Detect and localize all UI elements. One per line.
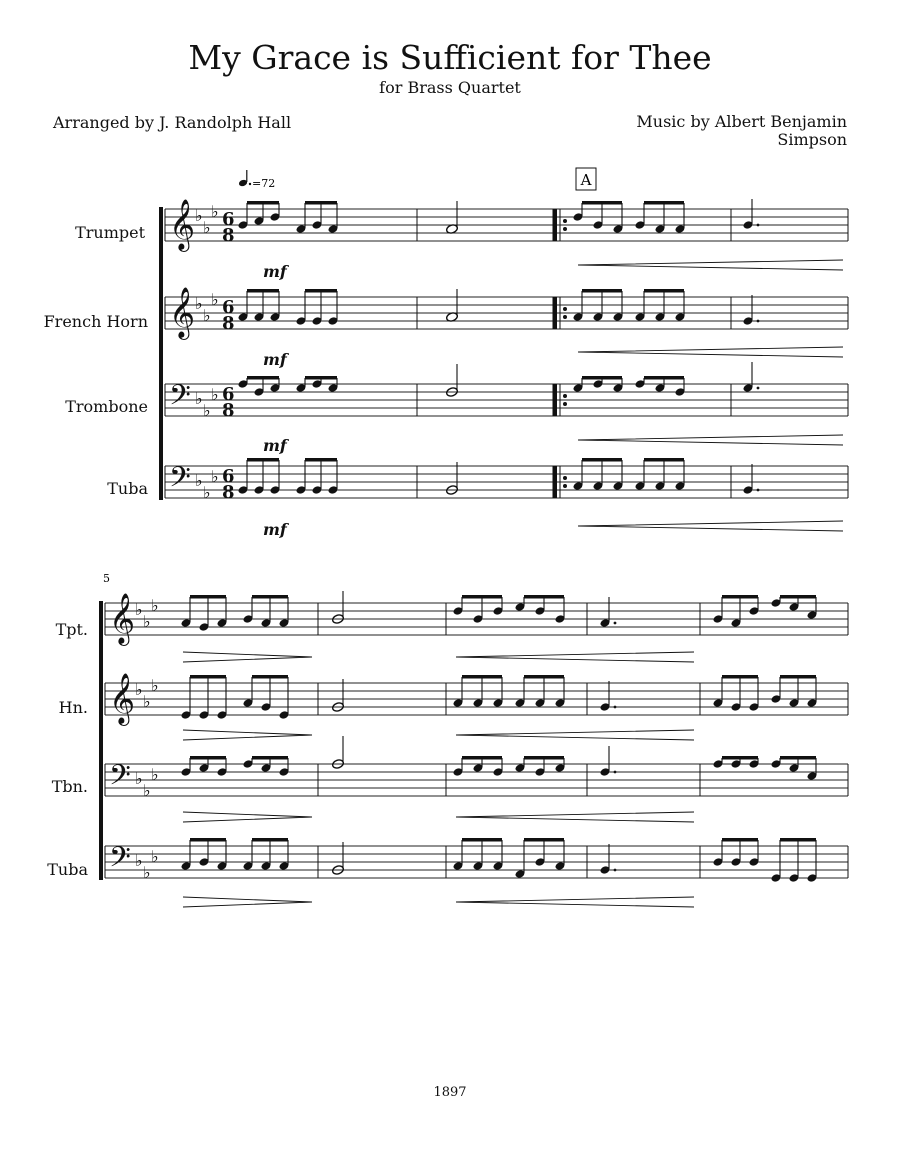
flat-sign: ♭	[135, 851, 143, 870]
dynamic-mf: mf	[263, 262, 287, 281]
instrument-name-tuba: Tuba	[107, 479, 148, 498]
treble-clef: 𝄞	[169, 287, 196, 338]
crescendo-hairpin	[456, 897, 694, 907]
dot	[614, 622, 617, 625]
note-beam	[252, 756, 288, 760]
dynamic-mf: mf	[263, 350, 287, 369]
treble-clef: 𝄞	[169, 199, 196, 250]
note-beam	[252, 838, 288, 842]
flat-sign: ♭	[143, 863, 151, 882]
flat-sign: ♭	[195, 471, 203, 490]
note-beam	[524, 595, 564, 599]
flat-sign: ♭	[195, 294, 203, 313]
note-beam	[462, 838, 502, 842]
treble-clef: 𝄞	[109, 593, 136, 644]
dynamic-mf: mf	[263, 520, 287, 539]
repeat-barline-thick	[553, 209, 557, 241]
staff-lines	[99, 199, 848, 882]
flat-sign: ♭	[143, 612, 151, 631]
dot	[614, 706, 617, 709]
repeat-dot	[563, 476, 567, 480]
bass-clef: 𝄢	[169, 379, 191, 419]
footer-year: 1897	[433, 1085, 467, 1100]
time-signature-bottom: 8	[222, 482, 235, 503]
note-beam	[524, 756, 564, 760]
time-signature-bottom: 8	[222, 225, 235, 246]
repeat-barline-thick	[553, 466, 557, 498]
instrument-abbr-trumpet: Tpt.	[55, 620, 88, 639]
repeat-dot	[563, 394, 567, 398]
decrescendo-hairpin	[183, 652, 312, 662]
note-beam	[780, 595, 816, 599]
note-beam	[247, 458, 279, 462]
repeat-dot	[563, 484, 567, 488]
repeat-barline-thick	[553, 297, 557, 329]
note-beam	[247, 289, 279, 293]
dot	[757, 489, 760, 492]
treble-clef: 𝄞	[109, 673, 136, 724]
measure-number: 5	[103, 572, 110, 585]
flat-sign: ♭	[151, 676, 159, 695]
flat-sign: ♭	[135, 600, 143, 619]
note-beam	[462, 675, 502, 679]
note-beam	[582, 289, 622, 293]
repeat-dot	[563, 219, 567, 223]
note-beam	[780, 838, 816, 842]
system-bracket	[99, 601, 103, 880]
instrument-name-french-horn: French Horn	[43, 312, 148, 331]
note-beam	[722, 838, 758, 842]
flat-sign: ♭	[203, 306, 211, 325]
repeat-dot	[563, 307, 567, 311]
flat-sign: ♭	[203, 483, 211, 502]
arranger-credit: Arranged by J. Randolph Hall	[53, 113, 292, 132]
flat-sign: ♭	[135, 769, 143, 788]
time-signature-top: 6	[222, 384, 235, 405]
crescendo-hairpin	[578, 347, 843, 357]
crescendo-hairpin	[578, 260, 843, 270]
dot	[614, 869, 617, 872]
flat-sign: ♭	[211, 385, 219, 404]
repeat-dot	[563, 315, 567, 319]
piece-title: My Grace is Sufficient for Thee	[188, 38, 712, 77]
note-beam	[582, 376, 622, 380]
flat-sign: ♭	[211, 467, 219, 486]
note-beam	[190, 675, 226, 679]
repeat-dot	[563, 402, 567, 406]
flat-sign: ♭	[203, 401, 211, 420]
time-signature-bottom: 8	[222, 313, 235, 334]
instrument-abbr-tuba: Tuba	[47, 860, 88, 879]
tempo-marking	[238, 170, 275, 190]
rehearsal-mark-label: A	[580, 171, 592, 189]
note-beam	[582, 201, 622, 205]
rehearsal-mark-a	[576, 168, 596, 190]
note-beam	[524, 675, 564, 679]
note-beam	[190, 838, 226, 842]
flat-sign: ♭	[211, 290, 219, 309]
note-beam	[524, 838, 564, 842]
crescendo-hairpin	[456, 652, 694, 662]
note-beam	[582, 458, 622, 462]
dot	[757, 224, 760, 227]
note-beam	[247, 376, 279, 380]
bass-clef: 𝄢	[169, 461, 191, 501]
flat-sign: ♭	[151, 596, 159, 615]
note-beam	[305, 376, 337, 380]
dynamic-mf: mf	[263, 436, 287, 455]
composer-line-2: Simpson	[777, 130, 847, 149]
decrescendo-hairpin	[183, 730, 312, 740]
crescendo-hairpin	[456, 730, 694, 740]
crescendo-hairpin	[578, 435, 843, 445]
note-beam	[190, 595, 226, 599]
instrument-abbr-horn: Hn.	[58, 698, 88, 717]
note-beam	[780, 675, 816, 679]
bass-clef: 𝄢	[109, 841, 131, 881]
flat-sign: ♭	[211, 202, 219, 221]
note-beam	[644, 201, 684, 205]
note-beam	[722, 675, 758, 679]
note-beam	[252, 595, 288, 599]
flat-sign: ♭	[143, 781, 151, 800]
instrument-abbr-trombone: Tbn.	[51, 777, 88, 796]
time-signature-top: 6	[222, 466, 235, 487]
dot	[757, 320, 760, 323]
note-beam	[190, 756, 226, 760]
composer-line-1: Music by Albert Benjamin	[636, 112, 847, 131]
bass-clef: 𝄢	[109, 759, 131, 799]
dot	[757, 387, 760, 390]
note-beam	[305, 458, 337, 462]
piece-subtitle: for Brass Quartet	[379, 78, 521, 97]
note-beam	[247, 201, 279, 205]
note-beam	[305, 289, 337, 293]
instrument-name-trombone: Trombone	[65, 397, 148, 416]
flat-sign: ♭	[135, 680, 143, 699]
note-beam	[722, 756, 758, 760]
note-beam	[644, 376, 684, 380]
note-beam	[462, 756, 502, 760]
system-bracket	[159, 207, 163, 500]
note-beam	[644, 289, 684, 293]
crescendo-hairpin	[456, 812, 694, 822]
time-signature-top: 6	[222, 297, 235, 318]
note-beam	[780, 756, 816, 760]
decrescendo-hairpin	[183, 897, 312, 907]
note-beam	[644, 458, 684, 462]
note-beam	[252, 675, 288, 679]
flat-sign: ♭	[143, 692, 151, 711]
crescendo-hairpin	[578, 521, 843, 531]
note-beam	[462, 595, 502, 599]
flat-sign: ♭	[151, 765, 159, 784]
note-beam	[305, 201, 337, 205]
flat-sign: ♭	[195, 389, 203, 408]
decrescendo-hairpin	[183, 812, 312, 822]
note-beam	[722, 595, 758, 599]
flat-sign: ♭	[151, 847, 159, 866]
flat-sign: ♭	[195, 206, 203, 225]
instrument-name-trumpet: Trumpet	[75, 223, 145, 242]
repeat-dot	[563, 227, 567, 231]
time-signature-bottom: 8	[222, 400, 235, 421]
flat-sign: ♭	[203, 218, 211, 237]
tempo-value: =72	[252, 177, 276, 190]
repeat-barline-thick	[553, 384, 557, 416]
time-signature-top: 6	[222, 209, 235, 230]
dot	[614, 771, 617, 774]
